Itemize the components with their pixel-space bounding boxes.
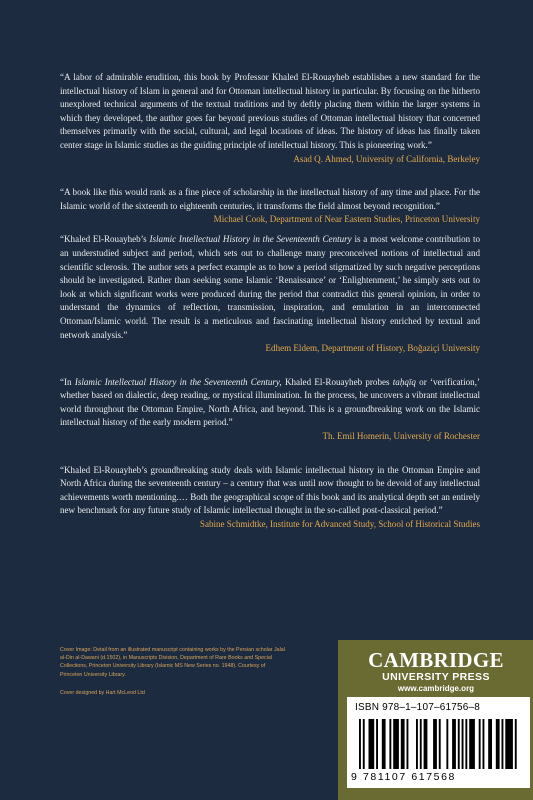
barcode-digits: 9 781107 617568	[351, 771, 456, 783]
endorsement-2	[60, 186, 480, 225]
endorsement-attribution: Sabine Schmidtke, Institute for Advanced Study, School of Historical Studies	[199, 519, 480, 530]
endorsement-text	[60, 233, 480, 342]
endorsement-attribution: Th. Emil Homerin, University of Rochester	[322, 431, 480, 442]
endorsement-text: “A labor of admirable erudition, this book by Professor Khaled El-Rouayheb establishes a new standard for the intellectual history of Islam in general and for Ottoman intellectual history in particular. By focusing on the hitherto unexplored technical arguments of the textual traditions and by deftly placing them within the larger systems in which they developed, the author goes far beyond previous studies of Ottoman intellectual history that concerned themselves primarily with the social, cultural, and legal locations of ideas. The history of ideas has finally taken center stage in Islamic studies as the guiding principle of intellectual history. This is pioneering work.”	[60, 72, 480, 150]
endorsement-attribution: Edhem Eldem, Department of History, Boğaziçi University	[265, 343, 480, 354]
book-title: Islamic Intellectual History in the Seventeenth Century	[149, 234, 352, 245]
text-part: Khaled El-Rouayheb probes	[281, 376, 393, 387]
endorsement-text: “Khaled El-Rouayheb’s groundbreaking study deals with Islamic intellectual history in the Ottoman Empire and North Africa during the seventeenth century – a century that was until now thought to be devoid of any intellectual achievements worth mentioning.… Both the geographical scope of this book and its analytical depth set an entirely new benchmark for any future study of Islamic intellectual thought in the so-called post-classical period.”	[60, 464, 480, 516]
barcode-box	[347, 697, 530, 788]
endorsement-text-body: “A book like this would rank as a fine piece of scholarship in the intellectual history of any time and place. For the Islamic world of the sixteenth to eighteenth centuries, it transforms the field almost beyond recognition.”	[60, 187, 480, 211]
endorsement-text	[60, 376, 480, 430]
endorsements	[60, 71, 480, 552]
endorsement-3	[60, 233, 480, 355]
publisher-url: www.cambridge.org	[397, 684, 475, 693]
text-part: is a most welcome contribution to an understudied subject and period, which sets out to challenge many preconceived notions of intellectual and scientific sclerosis. The author sets a perfect example as to how a period stigmatized by such negative perceptions should be investigated. Rather than seeking some Islamic ‘Renaissance’ or ‘Enlightenment,’ he simply sets out to look at which significant works were produced during the period that contradict this general opinion, in order to understand the dynamics of reflection, transmission, inspiration, and emulation in an interconnected Ottoman/Islamic world. The result is a meticulous and fascinating intellectual history enriched by textual and network analysis.”	[60, 234, 480, 340]
isbn-label: ISBN 978–1–107–61756–8	[355, 702, 481, 713]
book-title: Islamic Intellectual History in the Seventeenth Century,	[74, 376, 282, 387]
endorsement-5	[60, 464, 480, 532]
cover-credits	[60, 646, 285, 697]
publisher-logo-name: CAMBRIDGE	[368, 648, 504, 672]
text-part: “In	[60, 376, 75, 387]
endorsement-attribution: Asad Q. Ahmed, University of California, Berkeley	[293, 153, 480, 164]
barcode-icon	[355, 719, 522, 771]
endorsement-text	[60, 186, 480, 225]
cover-designer-credit: Cover designed by Hart McLeod Ltd	[60, 689, 145, 696]
endorsement-attribution: Michael Cook, Department of Near Eastern Studies, Princeton University	[213, 214, 480, 225]
endorsement-1	[60, 71, 480, 166]
term: taḥqīq	[392, 376, 416, 387]
text-part: or ‘verification,’ whether based on dialectic, deep reading, or mystical illumination. In the process, he uncovers a vibrant intellectual world throughout the Ottoman Empire, North Africa, and beyond. This is a groundbreaking work on the Islamic intellectual history of the early modern period.”	[60, 376, 480, 428]
cover-image-credit: Cover Image: Detail from an illustrated manuscript containing works by the Persian scholar Jalal al-Din al-Dawani (d.1502), in Manuscripts Division, Department of Rare Books and Special Collections, Princeton University Library (Islamic MS New Series no. 1948). Courtesy of Princeton University Library.	[60, 647, 285, 678]
text-part: “Khaled El-Rouayheb’s	[60, 234, 150, 245]
endorsement-4	[60, 376, 480, 444]
publisher-logo-sub: UNIVERSITY PRESS	[382, 671, 490, 683]
